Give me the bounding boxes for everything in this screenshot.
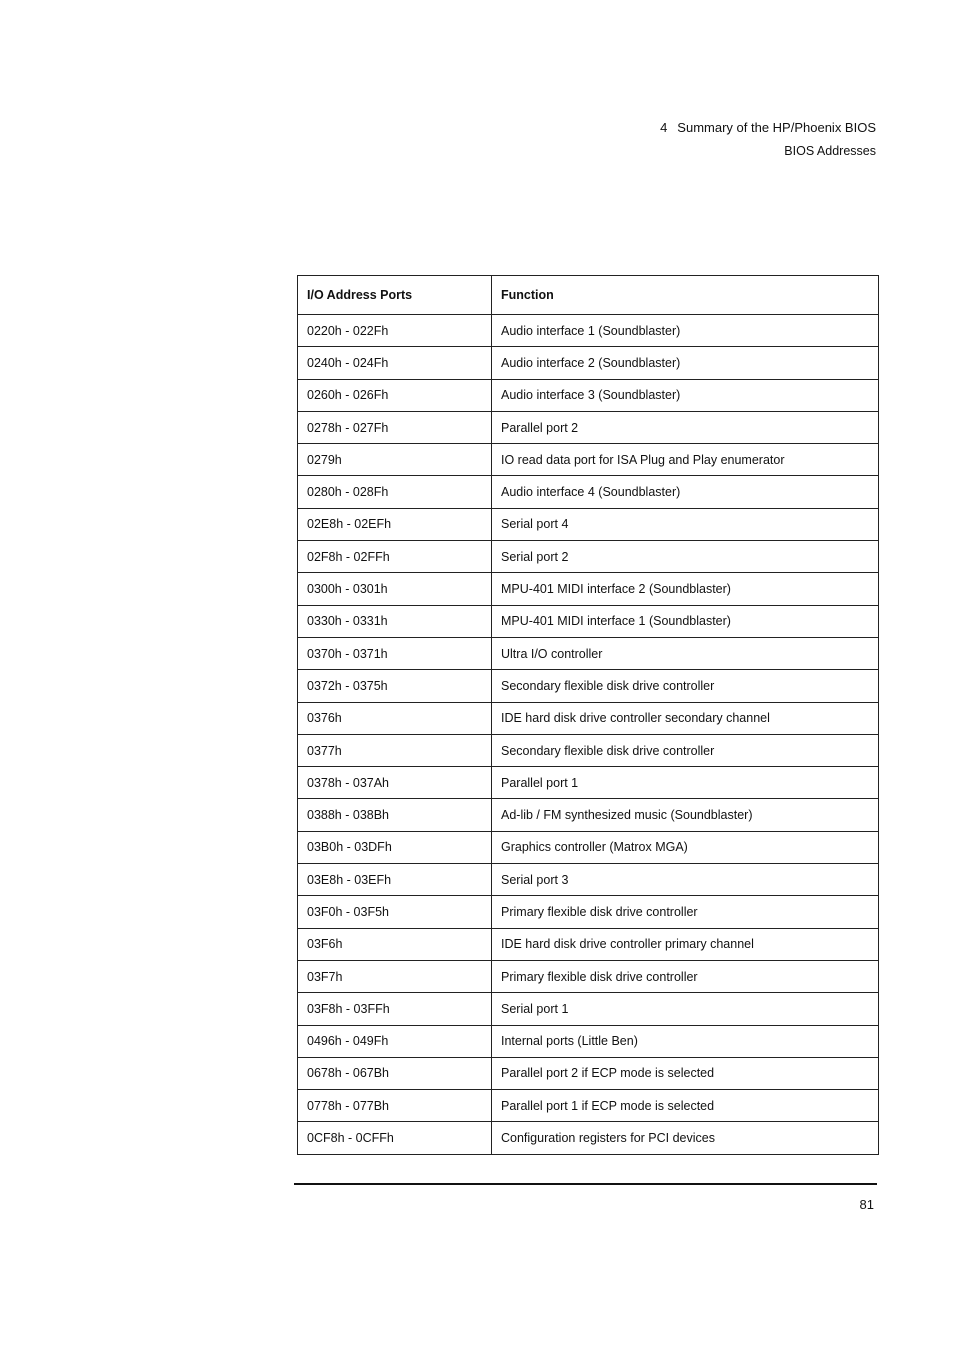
chapter-title: Summary of the HP/Phoenix BIOS — [677, 120, 876, 135]
function-cell: Internal ports (Little Ben) — [492, 1025, 879, 1057]
function-cell: Secondary flexible disk drive controller — [492, 670, 879, 702]
function-cell: Parallel port 2 — [492, 411, 879, 443]
address-cell: 0240h - 024Fh — [298, 347, 492, 379]
table-row — [298, 864, 879, 896]
table-row — [298, 1025, 879, 1057]
table-row — [298, 379, 879, 411]
address-cell: 0372h - 0375h — [298, 670, 492, 702]
address-cell: 0377h — [298, 734, 492, 766]
table-row — [298, 670, 879, 702]
table-row — [298, 444, 879, 476]
function-cell: Audio interface 3 (Soundblaster) — [492, 379, 879, 411]
address-cell: 03F8h - 03FFh — [298, 993, 492, 1025]
address-cell: 0CF8h - 0CFFh — [298, 1122, 492, 1154]
function-cell: Serial port 2 — [492, 541, 879, 573]
function-cell: Ultra I/O controller — [492, 637, 879, 669]
address-cell: 02E8h - 02EFh — [298, 508, 492, 540]
function-cell: IO read data port for ISA Plug and Play enumerator — [492, 444, 879, 476]
address-cell: 0300h - 0301h — [298, 573, 492, 605]
address-cell: 0376h — [298, 702, 492, 734]
address-cell: 0778h - 077Bh — [298, 1090, 492, 1122]
address-cell: 03F6h — [298, 928, 492, 960]
function-cell: Parallel port 2 if ECP mode is selected — [492, 1057, 879, 1089]
table-row — [298, 1057, 879, 1089]
function-cell: Primary flexible disk drive controller — [492, 896, 879, 928]
table-row — [298, 347, 879, 379]
table-row — [298, 637, 879, 669]
table-row — [298, 476, 879, 508]
function-cell: Serial port 1 — [492, 993, 879, 1025]
function-cell: Parallel port 1 if ECP mode is selected — [492, 1090, 879, 1122]
address-cell: 0278h - 027Fh — [298, 411, 492, 443]
table-row — [298, 1090, 879, 1122]
function-cell: Audio interface 1 (Soundblaster) — [492, 315, 879, 347]
section-title: BIOS Addresses — [784, 144, 876, 158]
function-cell: Primary flexible disk drive controller — [492, 960, 879, 992]
function-cell: Audio interface 2 (Soundblaster) — [492, 347, 879, 379]
address-cell: 03F7h — [298, 960, 492, 992]
address-cell: 0678h - 067Bh — [298, 1057, 492, 1089]
address-cell: 0260h - 026Fh — [298, 379, 492, 411]
table-row — [298, 605, 879, 637]
table-row — [298, 928, 879, 960]
chapter-number: 4 — [660, 120, 668, 135]
function-cell: MPU-401 MIDI interface 2 (Soundblaster) — [492, 573, 879, 605]
column-header-address: I/O Address Ports — [298, 276, 492, 315]
address-cell: 0378h - 037Ah — [298, 767, 492, 799]
address-cell: 02F8h - 02FFh — [298, 541, 492, 573]
function-cell: Ad-lib / FM synthesized music (Soundblaster) — [492, 799, 879, 831]
table-row — [298, 960, 879, 992]
address-cell: 03B0h - 03DFh — [298, 831, 492, 863]
table-row — [298, 1122, 879, 1154]
function-cell: Configuration registers for PCI devices — [492, 1122, 879, 1154]
function-cell: Audio interface 4 (Soundblaster) — [492, 476, 879, 508]
address-cell: 0388h - 038Bh — [298, 799, 492, 831]
address-cell: 0330h - 0331h — [298, 605, 492, 637]
chapter-heading — [660, 120, 876, 135]
footer-rule — [294, 1183, 877, 1185]
address-cell: 0496h - 049Fh — [298, 1025, 492, 1057]
table-row — [298, 315, 879, 347]
address-cell: 0280h - 028Fh — [298, 476, 492, 508]
address-cell: 03F0h - 03F5h — [298, 896, 492, 928]
table-row — [298, 896, 879, 928]
table-row — [298, 767, 879, 799]
column-header-function: Function — [492, 276, 879, 315]
function-cell: Graphics controller (Matrox MGA) — [492, 831, 879, 863]
function-cell: MPU-401 MIDI interface 1 (Soundblaster) — [492, 605, 879, 637]
function-cell: Secondary flexible disk drive controller — [492, 734, 879, 766]
table-header-row — [298, 276, 879, 315]
table-row — [298, 411, 879, 443]
table-body — [298, 315, 879, 1155]
io-address-table — [297, 275, 879, 1155]
table-row — [298, 541, 879, 573]
function-cell: Serial port 4 — [492, 508, 879, 540]
function-cell: IDE hard disk drive controller primary channel — [492, 928, 879, 960]
table-row — [298, 508, 879, 540]
address-cell: 0370h - 0371h — [298, 637, 492, 669]
table-row — [298, 702, 879, 734]
address-cell: 0279h — [298, 444, 492, 476]
table-row — [298, 734, 879, 766]
table-row — [298, 831, 879, 863]
table-row — [298, 993, 879, 1025]
page-number: 81 — [859, 1197, 874, 1212]
function-cell: Serial port 3 — [492, 864, 879, 896]
function-cell: Parallel port 1 — [492, 767, 879, 799]
function-cell: IDE hard disk drive controller secondary channel — [492, 702, 879, 734]
address-cell: 03E8h - 03EFh — [298, 864, 492, 896]
address-cell: 0220h - 022Fh — [298, 315, 492, 347]
table-row — [298, 799, 879, 831]
table-row — [298, 573, 879, 605]
